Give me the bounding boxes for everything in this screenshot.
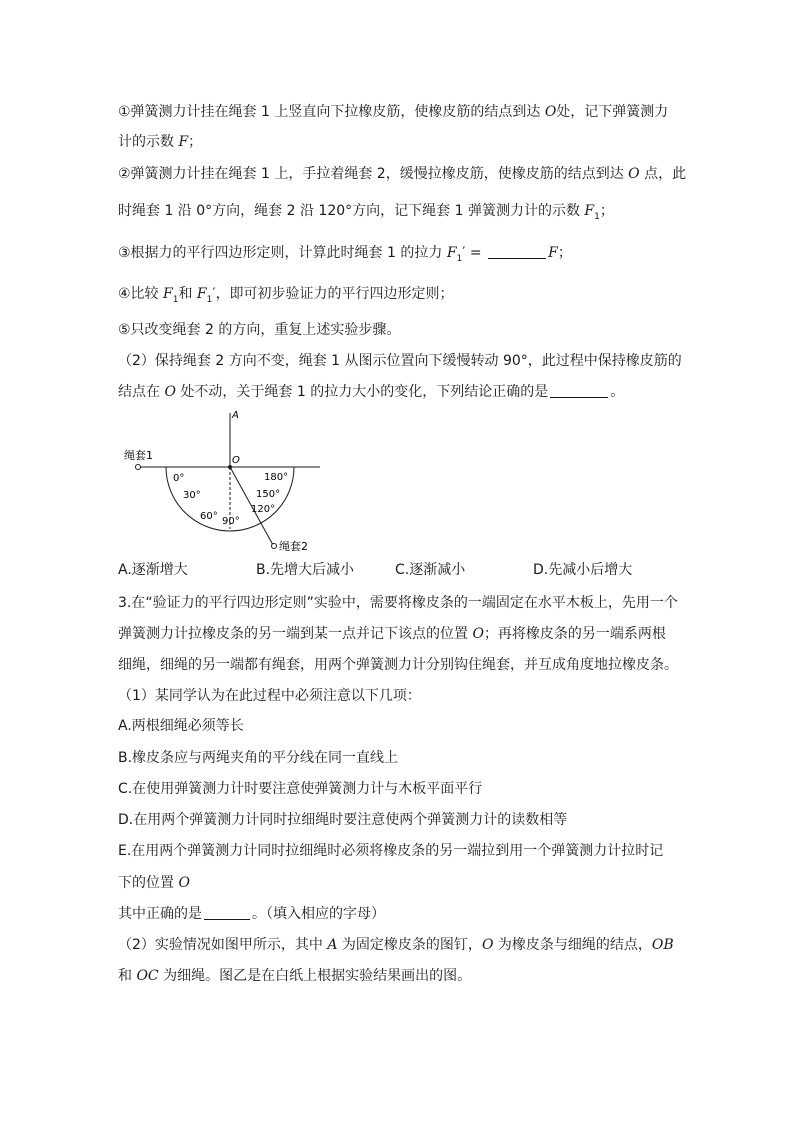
item-c: C.在使用弹簧测力计时要注意使弹簧测力计与木板平面平行 bbox=[118, 781, 483, 797]
problem3-q2-line2: 和 OC 为细绳。图乙是在白纸上根据实验结果画出的图。 bbox=[118, 968, 472, 984]
answer-blank-2[interactable] bbox=[550, 383, 608, 398]
angle-label: 30° bbox=[183, 490, 201, 501]
item-e-line1: E.在用两个弹簧测力计同时拉细绳时必须将橡皮条的另一端拉到用一个弹簧测力计拉时记 bbox=[118, 843, 664, 859]
answer-line: 其中正确的是 。（填入相应的字母） bbox=[118, 906, 385, 922]
problem3-line1: 3.在“验证力的平行四边形定则”实验中，需要将橡皮条的一端固定在水平木板上，先用一个 bbox=[118, 595, 678, 611]
option-a[interactable]: A.逐渐增大 bbox=[118, 562, 188, 578]
problem3-q2-line1: （2）实验情况如图甲所示，其中 A 为固定橡皮条的图钉，O 为橡皮条与细绳的结点，OB bbox=[118, 937, 674, 953]
label-rope1: 绳套1 bbox=[124, 449, 153, 462]
protractor-figure bbox=[118, 405, 338, 555]
label-a: A bbox=[232, 410, 239, 421]
item-e-line2: 下的位置 O bbox=[118, 875, 190, 891]
angle-label: 60° bbox=[200, 511, 218, 522]
step3-line: ③根据力的平行四边形定则，计算此时绳套 1 的拉力 $F_1' = F$； bbox=[118, 245, 572, 264]
step1-line1: ①弹簧测力计挂在绳套 1 上竖直向下拉橡皮筋，使橡皮筋的结点到达 O处，记下弹簧测力 bbox=[118, 104, 669, 120]
angle-label: 150° bbox=[256, 489, 281, 500]
rope1-ring bbox=[136, 465, 141, 470]
angle-label: 90° bbox=[222, 516, 240, 527]
step4-line: ④比较 $F_1$和 $F_1'$，即可初步验证力的平行四边形定则； bbox=[118, 286, 454, 305]
step1-line2: 计的示数 F； bbox=[118, 134, 203, 150]
problem3-line3: 细绳，细绳的另一端都有绳套，用两个弹簧测力计分别钩住绳套，并互成角度地拉橡皮条。 bbox=[118, 657, 678, 673]
option-c[interactable]: C.逐渐减小 bbox=[395, 562, 466, 578]
angle-label: 180° bbox=[264, 472, 289, 483]
option-d[interactable]: D.先减小后增大 bbox=[533, 562, 633, 578]
answer-blank-1[interactable] bbox=[488, 244, 546, 259]
option-b[interactable]: B.先增大后减小 bbox=[256, 562, 355, 578]
item-a: A.两根细绳必须等长 bbox=[118, 718, 244, 734]
problem3-line2: 弹簧测力计拉橡皮条的另一端到某一点并记下该点的位置 O；再将橡皮条的另一端系两根 bbox=[118, 626, 666, 642]
step2-line2: 时绳套 1 沿 0°方向，绳套 2 沿 120°方向，记下绳套 1 弹簧测力计的示数 $F_1$； bbox=[118, 203, 614, 222]
step2-line1: ②弹簧测力计挂在绳套 1 上，手拉着绳套 2，缓慢拉橡皮筋，使橡皮筋的结点到达 O 点，此 bbox=[118, 166, 687, 182]
angle-label: 120° bbox=[251, 504, 276, 515]
label-rope2: 绳套2 bbox=[279, 540, 308, 553]
question2-line1: （2）保持绳套 2 方向不变，绳套 1 从图示位置向下缓慢转动 90°，此过程中保持橡皮筋的 bbox=[118, 353, 682, 369]
item-d: D.在用两个弹簧测力计同时拉细绳时要注意使两个弹簧测力计的读数相等 bbox=[118, 812, 568, 828]
step5-line: ⑤只改变绳套 2 的方向，重复上述实验步骤。 bbox=[118, 322, 401, 338]
label-o: O bbox=[232, 455, 240, 466]
question2-line2: 结点在 O 处不动，关于绳套 1 的拉力大小的变化，下列结论正确的是 。 bbox=[118, 384, 625, 400]
force-f-label: F bbox=[178, 134, 189, 150]
rope2-ring bbox=[272, 544, 277, 549]
answer-blank-3[interactable] bbox=[204, 905, 250, 920]
item-b: B.橡皮条应与两绳夹角的平分线在同一直线上 bbox=[118, 750, 399, 766]
angle-label: 0° bbox=[173, 473, 185, 484]
problem3-q1: （1）某同学认为在此过程中必须注意以下几项： bbox=[118, 688, 421, 704]
point-o-label: O bbox=[544, 104, 557, 120]
